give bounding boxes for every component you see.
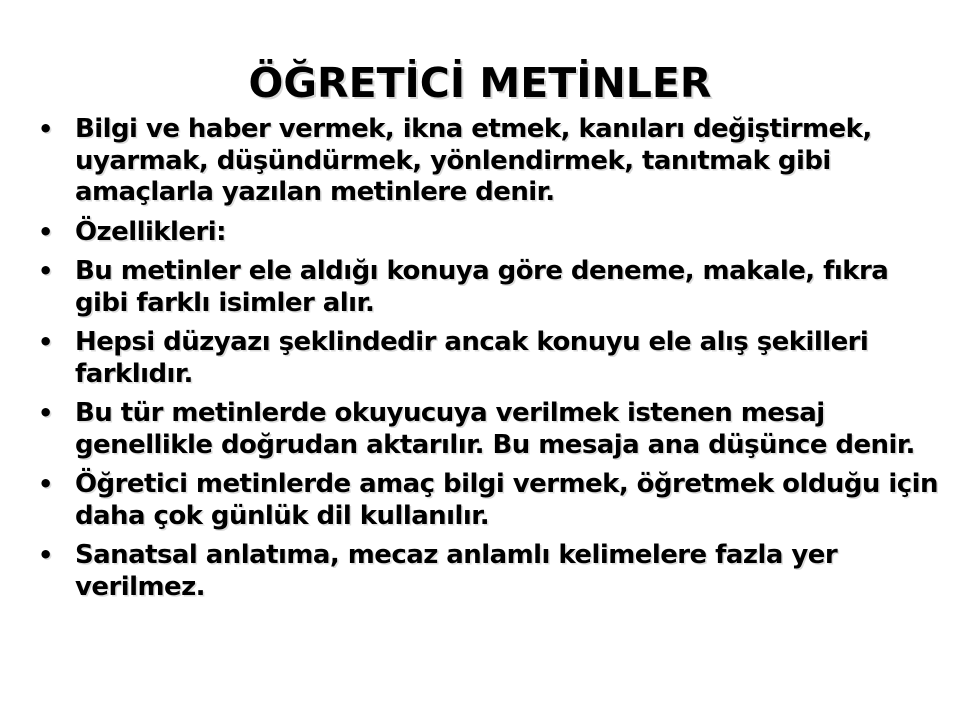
bullet-icon: • [38, 257, 53, 285]
bullet-text: Bu tür metinlerde okuyucuya verilmek istenen mesaj genellikle doğrudan aktarılır. Bu mesaja ana düşünce denir. [75, 398, 915, 460]
bullet-icon: • [38, 115, 53, 143]
bullet-item-names [38, 256, 938, 319]
bullet-item-features-heading [38, 217, 938, 249]
bullet-item-message [38, 398, 938, 461]
bullet-icon: • [38, 328, 53, 356]
bullet-text: Hepsi düzyazı şeklindedir ancak konuyu ele alış şekilleri farklıdır. [75, 327, 869, 389]
bullet-text: Öğretici metinlerde amaç bilgi vermek, öğretmek olduğu için daha çok günlük dil kullanılır. [75, 469, 938, 531]
bullet-item-figurative [38, 540, 938, 603]
bullet-icon: • [38, 217, 53, 246]
bullet-item-daily-language [38, 469, 938, 532]
bullet-icon: • [38, 399, 53, 427]
bullet-text: Bilgi ve haber vermek, ikna etmek, kanıları değiştirmek, uyarmak, düşündürmek, yönlendirmek, tanıtmak gibi amaçlarla yazılan metinlere denir. [75, 114, 872, 207]
slide-title: ÖĞRETİCİ METİNLER [248, 59, 712, 108]
bullet-list [38, 114, 938, 611]
bullet-text: Özellikleri: [75, 216, 226, 247]
bullet-icon: • [38, 541, 53, 569]
bullet-item-definition [38, 114, 938, 209]
bullet-icon: • [38, 470, 53, 498]
bullet-item-prose [38, 327, 938, 390]
bullet-text: Bu metinler ele aldığı konuya göre deneme, makale, fıkra gibi farklı isimler alır. [75, 256, 889, 318]
bullet-text: Sanatsal anlatıma, mecaz anlamlı kelimelere fazla yer verilmez. [75, 540, 838, 602]
